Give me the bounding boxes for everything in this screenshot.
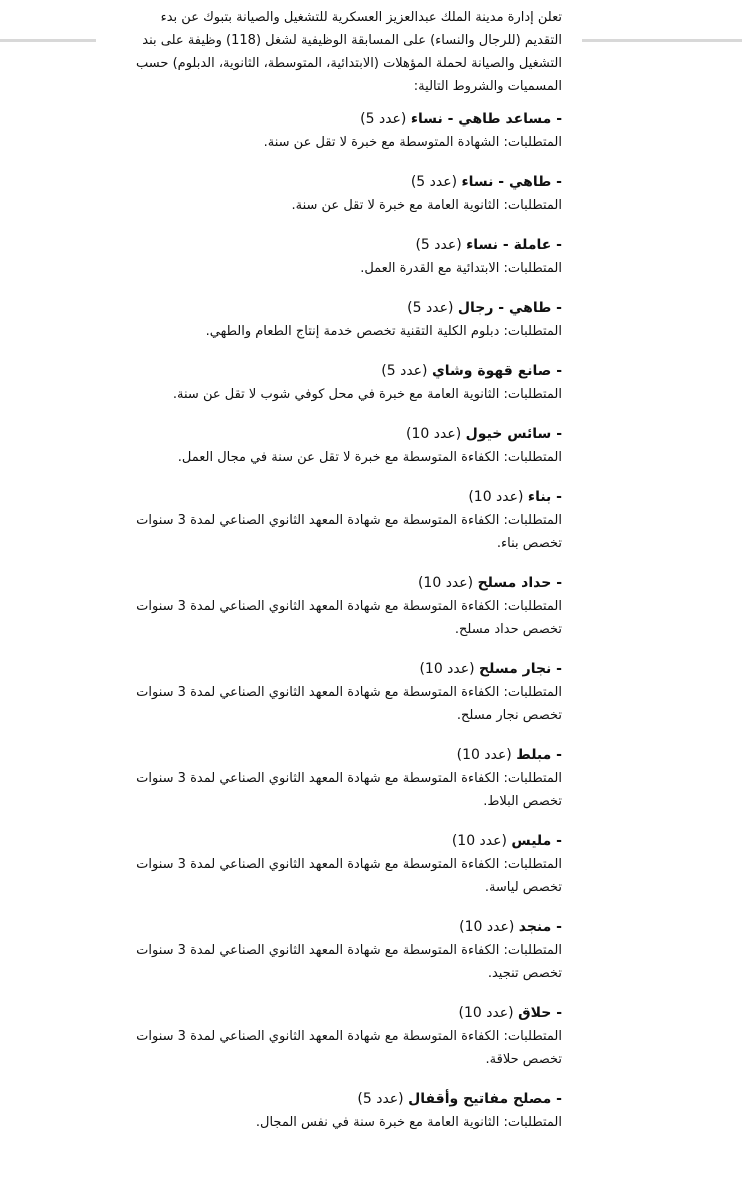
job-count: (عدد 5) (357, 1091, 404, 1107)
job-title: - مليس (511, 833, 562, 849)
announcement-document (120, 6, 562, 1151)
job-requirements: المتطلبات: الابتدائية مع القدرة العمل. (360, 261, 562, 276)
job-title: - سائس خيول (465, 426, 562, 442)
job-requirements: المتطلبات: الكفاءة المتوسطة مع شهادة المعهد الثانوي الصناعي لمدة 3 سنوات تخصص حلاقة. (136, 1029, 562, 1067)
job-count: (عدد 10) (406, 426, 462, 442)
job-item (120, 360, 562, 406)
job-item (120, 1002, 562, 1071)
job-title: - نجار مسلح (479, 661, 562, 677)
job-item (120, 234, 562, 280)
job-requirements: المتطلبات: الثانوية العامة مع خبرة لا تقل عن سنة. (291, 198, 562, 213)
left-margin-rule (0, 39, 96, 42)
job-title: - حداد مسلح (477, 575, 562, 591)
job-title: - عاملة - نساء (466, 237, 562, 253)
job-requirements: المتطلبات: الكفاءة المتوسطة مع شهادة المعهد الثانوي الصناعي لمدة 3 سنوات تخصص نجار مسلح. (136, 685, 562, 723)
job-count: (عدد 10) (468, 489, 524, 505)
job-title: - مساعد طاهي - نساء (410, 111, 562, 127)
job-item (120, 916, 562, 985)
job-title: - بناء (527, 489, 562, 505)
job-requirements: المتطلبات: الثانوية العامة مع خبرة سنة في نفس المجال. (255, 1115, 562, 1130)
job-count: (عدد 5) (410, 174, 458, 190)
job-requirements: المتطلبات: الكفاءة المتوسطة مع شهادة المعهد الثانوي الصناعي لمدة 3 سنوات تخصص تنجيد. (136, 943, 562, 981)
job-count: (عدد 5) (407, 300, 454, 316)
job-count: (عدد 5) (415, 237, 462, 253)
job-count: (عدد 10) (456, 747, 512, 763)
right-margin-rule (582, 39, 742, 42)
job-item (120, 297, 562, 343)
job-title: - منجد (518, 919, 562, 935)
job-requirements: المتطلبات: الكفاءة المتوسطة مع شهادة المعهد الثانوي الصناعي لمدة 3 سنوات تخصص لياسة. (136, 857, 562, 895)
job-count: (عدد 10) (458, 1005, 514, 1021)
job-title: - طاهي - نساء (461, 174, 562, 190)
job-requirements: المتطلبات: الثانوية العامة مع خبرة في محل كوفي شوب لا تقل عن سنة. (172, 387, 562, 402)
job-requirements: المتطلبات: الكفاءة المتوسطة مع خبرة لا تقل عن سنة في مجال العمل. (177, 450, 562, 465)
intro-paragraph: تعلن إدارة مدينة الملك عبدالعزيز العسكرية للتشغيل والصيانة بتبوك عن بدء التقديم (للرجال والنساء) على المسابقة الوظيفية لشغل (118) وظيفة على بند التشغيل والصيانة لحملة المؤهلات (الابتدائية، المتوسطة، الثانوية، الدبلوم) حسب المسميات والشروط التالية: (136, 10, 562, 94)
job-item (120, 486, 562, 555)
job-item (120, 423, 562, 469)
job-count: (عدد 5) (360, 111, 407, 127)
job-requirements: المتطلبات: الكفاءة المتوسطة مع شهادة المعهد الثانوي الصناعي لمدة 3 سنوات تخصص بناء. (136, 513, 562, 551)
job-count: (عدد 10) (419, 661, 475, 677)
job-requirements: المتطلبات: الشهادة المتوسطة مع خبرة لا تقل عن سنة. (263, 135, 562, 150)
job-item (120, 744, 562, 813)
job-requirements: المتطلبات: دبلوم الكلية التقنية تخصص خدمة إنتاج الطعام والطهي. (205, 324, 562, 339)
job-count: (عدد 5) (381, 363, 428, 379)
job-item (120, 1088, 562, 1134)
job-title: - طاهي - رجال (457, 300, 562, 316)
job-title: - حلاق (518, 1005, 562, 1021)
job-requirements: المتطلبات: الكفاءة المتوسطة مع شهادة المعهد الثانوي الصناعي لمدة 3 سنوات تخصص حداد مسلح. (136, 599, 562, 637)
job-count: (عدد 10) (451, 833, 507, 849)
job-title: - مبلط (516, 747, 562, 763)
job-requirements: المتطلبات: الكفاءة المتوسطة مع شهادة المعهد الثانوي الصناعي لمدة 3 سنوات تخصص البلاط. (136, 771, 562, 809)
job-count: (عدد 10) (459, 919, 515, 935)
job-title: - مصلح مفاتيح وأقفال (408, 1091, 562, 1107)
job-item (120, 108, 562, 154)
job-item (120, 572, 562, 641)
job-count: (عدد 10) (417, 575, 474, 591)
job-item (120, 171, 562, 217)
job-title: - صانع قهوة وشاي (431, 363, 562, 379)
job-item (120, 830, 562, 899)
job-item (120, 658, 562, 727)
